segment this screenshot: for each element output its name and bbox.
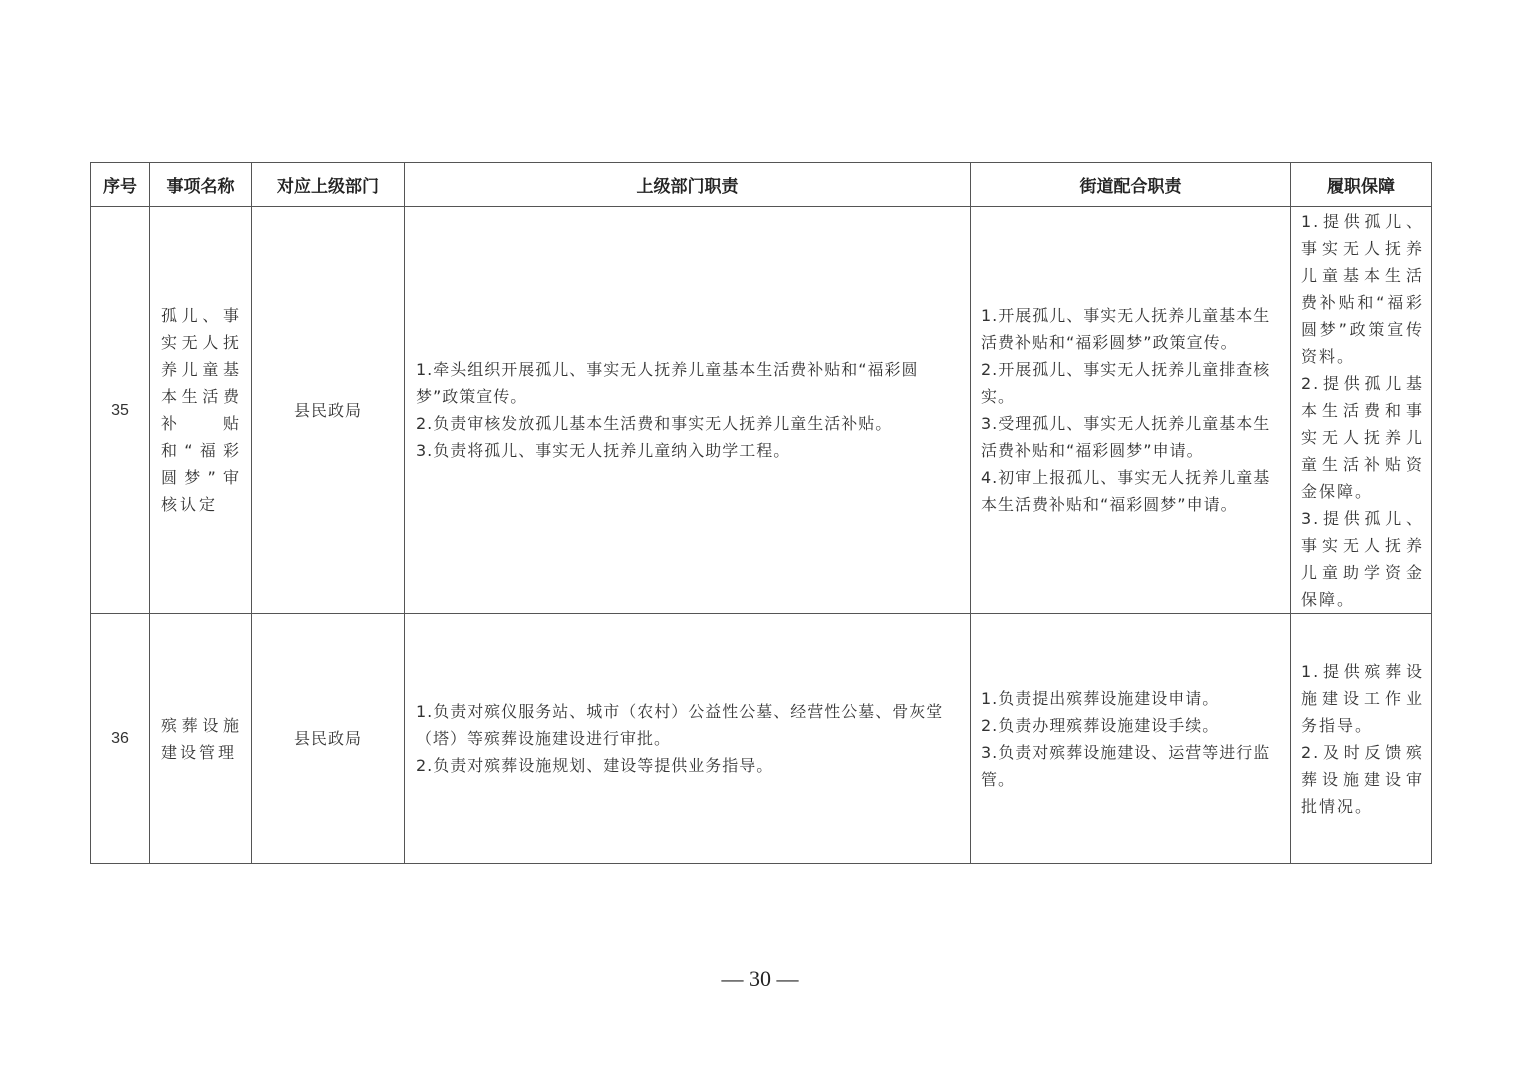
street-duty-cell [971, 614, 1291, 864]
street-duty-item: 4.初审上报孤儿、事实无人抚养儿童基本生活费补贴和“福彩圆梦”申请。 [981, 468, 1271, 514]
header-street-duty: 街道配合职责 [971, 163, 1291, 207]
item-name: 殡葬设施建设管理 [150, 614, 252, 864]
responsibility-table [90, 162, 1432, 864]
street-duty-item: 2.负责办理殡葬设施建设手续。 [981, 715, 1220, 735]
superior-duty-item: 1.牵头组织开展孤儿、事实无人抚养儿童基本生活费补贴和“福彩圆梦”政策宣传。 [416, 360, 919, 406]
item-name: 孤儿、事实无人抚养儿童基本生活费补贴和“福彩圆梦”审核认定 [150, 207, 252, 614]
header-superior-duty: 上级部门职责 [405, 163, 971, 207]
table-row [91, 614, 1432, 864]
guarantee-item: 1.提供孤儿、事实无人抚养儿童基本生活费补贴和“福彩圆梦”政策宣传资料。 [1301, 211, 1424, 366]
street-duty-item: 1.负责提出殡葬设施建设申请。 [981, 688, 1220, 708]
header-guarantee: 履职保障 [1291, 163, 1432, 207]
row-number: 36 [91, 614, 150, 864]
superior-duty-item: 2.负责审核发放孤儿基本生活费和事实无人抚养儿童生活补贴。 [416, 414, 893, 433]
header-item-name: 事项名称 [150, 163, 252, 207]
guarantee-item: 1.提供殡葬设施建设工作业务指导。 [1301, 661, 1424, 735]
superior-duty-item: 3.负责将孤儿、事实无人抚养儿童纳入助学工程。 [416, 441, 791, 460]
superior-duty-item: 2.负责对殡葬设施规划、建设等提供业务指导。 [416, 756, 774, 775]
superior-duty-item: 1.负责对殡仪服务站、城市（农村）公益性公墓、经营性公墓、骨灰堂（塔）等殡葬设施建设进行审批。 [416, 702, 944, 748]
street-duty-item: 3.负责对殡葬设施建设、运营等进行监管。 [981, 742, 1271, 789]
row-number: 35 [91, 207, 150, 614]
guarantee-cell [1291, 614, 1432, 864]
responsibility-table-container [90, 162, 1431, 864]
guarantee-cell [1291, 207, 1432, 614]
table-row [91, 207, 1432, 614]
header-no: 序号 [91, 163, 150, 207]
street-duty-item: 2.开展孤儿、事实无人抚养儿童排查核实。 [981, 360, 1271, 406]
street-duty-cell [971, 207, 1291, 614]
street-duty-item: 3.受理孤儿、事实无人抚养儿童基本生活费补贴和“福彩圆梦”申请。 [981, 414, 1271, 460]
guarantee-item: 2.提供孤儿基本生活费和事实无人抚养儿童生活补贴资金保障。 [1301, 373, 1424, 501]
guarantee-item: 2.及时反馈殡葬设施建设审批情况。 [1301, 742, 1424, 816]
table-header-row [91, 163, 1432, 207]
superior-duty-cell [405, 614, 971, 864]
superior-dept: 县民政局 [252, 614, 405, 864]
superior-duty-cell [405, 207, 971, 614]
street-duty-item: 1.开展孤儿、事实无人抚养儿童基本生活费补贴和“福彩圆梦”政策宣传。 [981, 306, 1271, 352]
page-number: — 30 — [721, 966, 799, 991]
header-superior-dept: 对应上级部门 [252, 163, 405, 207]
guarantee-item: 3.提供孤儿、事实无人抚养儿童助学资金保障。 [1301, 508, 1424, 609]
superior-dept: 县民政局 [252, 207, 405, 614]
